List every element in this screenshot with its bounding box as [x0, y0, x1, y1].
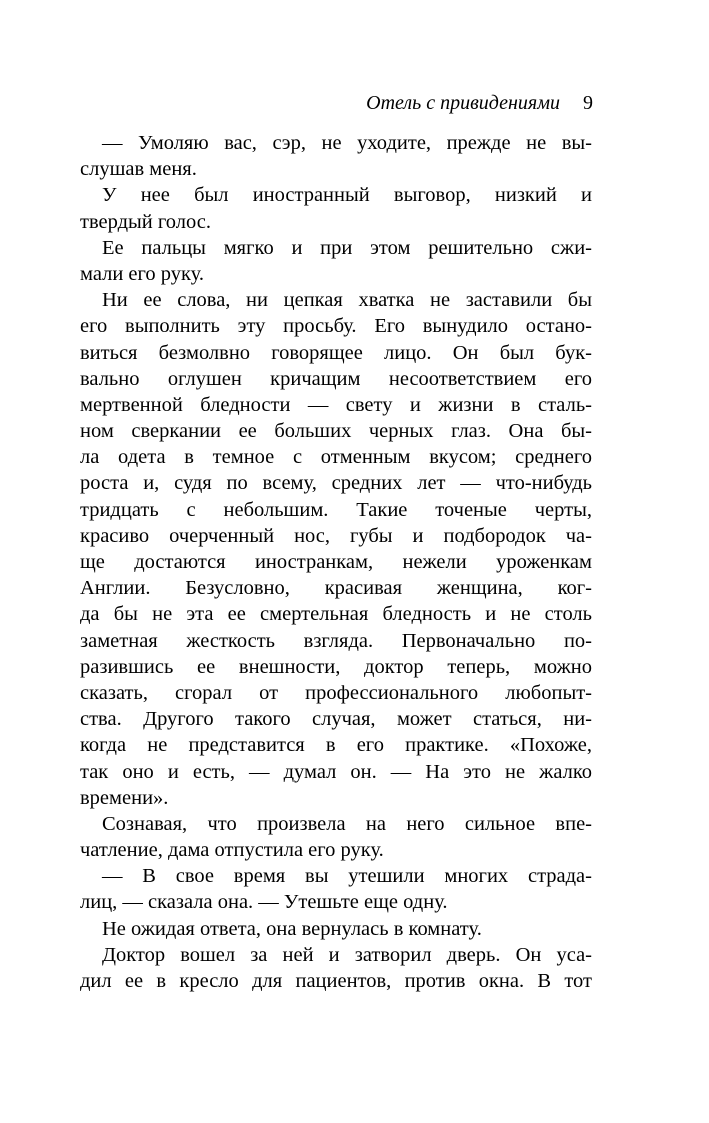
text-line: Доктор вошел за ней и затворил дверь. Он уса- — [102, 943, 592, 966]
text-line: Не ожидая ответа, она вернулась в комнату. — [102, 917, 482, 940]
text-line: да бы не эта ее смертельная бледность и не столь — [80, 603, 592, 626]
page-number: 9 — [583, 92, 593, 114]
text-line: вально оглушен кричащим несоответствием его — [80, 367, 592, 390]
text-line: когда не представится в его практике. «Похоже, — [80, 734, 592, 757]
body-text — [80, 130, 592, 994]
text-line: мали его руку. — [80, 262, 205, 285]
text-line: заметная жесткость взгляда. Первоначально по- — [80, 629, 592, 652]
text-line: времени». — [80, 786, 169, 809]
text-line: Ее пальцы мягко и при этом решительно сжи- — [102, 236, 592, 259]
text-line: виться безмолвно говорящее лицо. Он был бук- — [80, 341, 592, 364]
text-line: — Умоляю вас, сэр, не уходите, прежде не вы- — [102, 132, 592, 154]
text-line: ном сверкании ее больших черных глаз. Она бы- — [80, 420, 592, 443]
text-line: красиво очерченный нос, губы и подбородок ча- — [80, 524, 592, 547]
text-line: Ни ее слова, ни цепкая хватка не заставили бы — [102, 289, 592, 312]
text-line: ще достаются иностранкам, нежели уроженкам — [80, 551, 592, 573]
text-line: мертвенной бледности — свету и жизни в сталь- — [80, 393, 592, 416]
running-head — [366, 90, 593, 116]
text-line: разившись ее внешности, доктор теперь, можно — [80, 655, 592, 678]
text-line: тридцать с небольшим. Такие точеные черты, — [80, 498, 592, 521]
running-head-title: Отель с привидениями — [366, 92, 560, 114]
text-line: ла одета в темное с отменным вкусом; среднего — [80, 446, 592, 469]
text-line: — В свое время вы утешили многих страда- — [102, 865, 592, 888]
text-line: сказать, сгорал от профессионального любопыт- — [80, 681, 592, 704]
text-line: твердый голос. — [80, 210, 211, 233]
text-line: лиц, — сказала она. — Утешьте еще одну. — [80, 891, 448, 914]
text-line: ства. Другого такого случая, может статься, ни- — [80, 708, 592, 731]
text-line: чатление, дама отпустила его руку. — [80, 839, 384, 862]
text-line: его выполнить эту просьбу. Его вынудило остано- — [80, 315, 592, 338]
text-line: дил ее в кресло для пациентов, против окна. В тот — [80, 970, 592, 992]
text-line: слушав меня. — [80, 158, 197, 181]
text-line: У нее был иностранный выговор, низкий и — [102, 184, 592, 207]
text-line: роста и, судя по всему, средних лет — что-нибудь — [80, 472, 592, 495]
text-line: Сознавая, что произвела на него сильное впе- — [102, 812, 592, 835]
text-line: так оно и есть, — думал он. — На это не жалко — [80, 760, 592, 783]
text-line: Англии. Безусловно, красивая женщина, ког- — [80, 577, 592, 600]
